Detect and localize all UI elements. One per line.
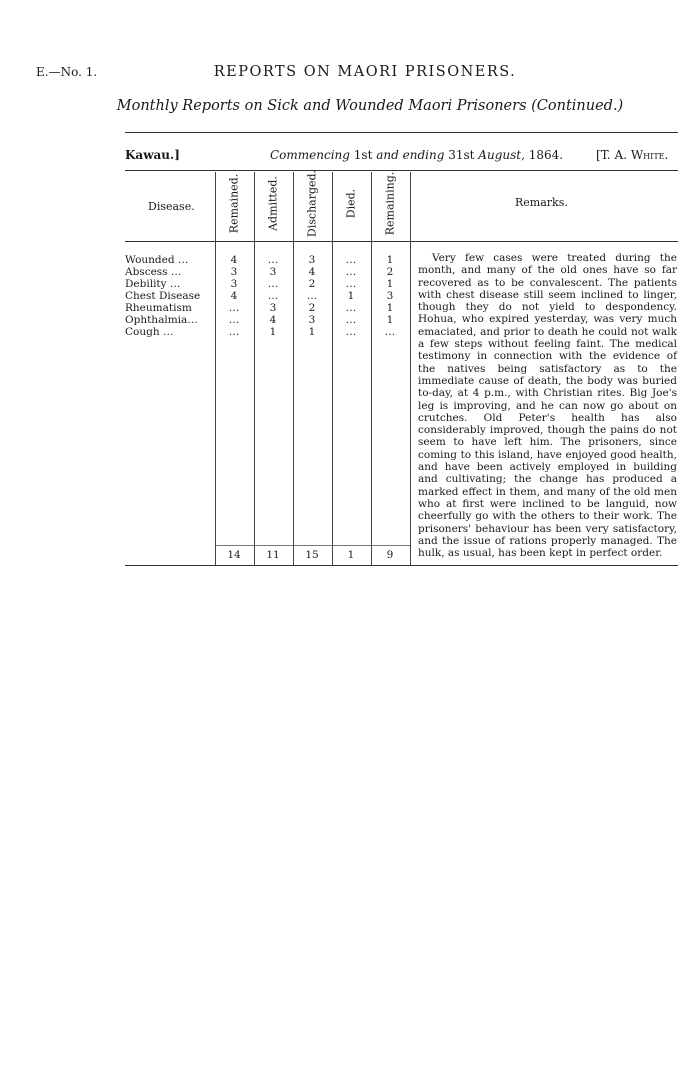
total-discharged: 15 [305,549,319,561]
period-middle: and ending [376,148,445,162]
discharged-value: 2 [308,278,316,290]
admitted-value: … [267,254,279,266]
table-row [125,302,415,314]
admitted-value: 3 [269,266,277,278]
report-period [270,148,563,162]
died-value: … [345,302,357,314]
table-row [125,254,415,266]
period-prefix: Commencing [270,148,350,162]
report-place: Kawau.] [125,148,180,162]
top-rule [125,132,678,133]
remarks-text [418,252,677,559]
died-value: … [345,266,357,278]
remained-value: … [228,314,240,326]
discharged-value: 3 [308,254,316,266]
document-code: E.—No. 1. [36,65,98,79]
header-remarks: Remarks. [515,196,568,209]
remaining-value: 1 [386,254,394,266]
disease-name: Abscess … [125,266,182,278]
table-bottom-rule [125,565,678,566]
discharged-value: 2 [308,302,316,314]
column-divider [215,172,216,565]
remained-value: 3 [230,266,238,278]
total-admitted: 11 [266,549,280,561]
admitted-value: … [267,290,279,302]
period-year: 1864. [528,148,564,162]
period-end: 31st [448,148,475,162]
died-value: … [345,326,357,338]
admitted-value: 3 [269,302,277,314]
totals-rule [215,545,410,546]
header-remained: Remained. [227,173,241,234]
remaining-value: … [384,326,396,338]
disease-name: Chest Disease [125,290,201,302]
table-header-rule [125,241,678,242]
disease-name: Cough … [125,326,174,338]
header-disease: Disease. [148,200,195,213]
admitted-value: … [267,278,279,290]
discharged-value: 4 [308,266,316,278]
total-remaining: 9 [386,549,394,561]
total-remained: 14 [227,549,241,561]
header-died: Died. [344,188,358,219]
table-row [125,326,415,338]
admitted-value: 1 [269,326,277,338]
remaining-value: 1 [386,314,394,326]
died-value: … [345,314,357,326]
header-admitted: Admitted. [266,176,280,231]
period-month: August, [478,148,525,162]
discharged-value: … [306,290,318,302]
header-discharged: Discharged. [305,169,319,238]
died-value: … [345,254,357,266]
column-divider [332,172,333,565]
remained-value: 4 [230,254,238,266]
table-row [125,290,415,302]
disease-name: Debility … [125,278,181,290]
disease-name: Ophthalmia… [125,314,198,326]
remaining-value: 2 [386,266,394,278]
period-start: 1st [353,148,373,162]
column-divider [371,172,372,565]
remaining-value: 1 [386,302,394,314]
report-officer: [T. A. White. [596,148,669,162]
table-row [125,278,415,290]
table-row [125,266,415,278]
header-remaining: Remaining. [383,171,397,236]
remarks-paragraph: Very few cases were treated during the month, and many of the old ones have so far recovered as to be convalescent. The patients with chest disease still seem inclined to linger, though they do not yield to despondency. Hohua, who expired yesterday, was very much emaciated, and prior to death he could not walk a few steps without feeling faint. The medical testimony in connection with the evidence of the natives being satisfactory as to the immediate cause of death, the body was buried to-day, at 4 p.m., with Christian rites. Big Joe's leg is improving, and he can now go about on crutches. Old Peter's health has also considerably improved, though the pains do not seem to have left him. The prisoners, since coming to this island, have enjoyed good health, and have been actively employed in building and cultivating; the change has produced a marked effect in them, and many of the old men who at first were inclined to be languid, now cheerfully go with the others to their work. The prisoners' behaviour has been very satisfactory, and the issue of rations properly managed. The hulk, as usual, has been kept in perfect order. [418,252,677,560]
discharged-value: 1 [308,326,316,338]
remaining-value: 3 [386,290,394,302]
admitted-value: 4 [269,314,277,326]
column-divider [293,172,294,565]
disease-name: Wounded … [125,254,189,266]
remained-value: … [228,326,240,338]
table-top-rule [125,170,678,171]
column-divider [254,172,255,565]
discharged-value: 3 [308,314,316,326]
died-value: 1 [347,290,355,302]
remaining-value: 1 [386,278,394,290]
disease-name: Rheumatism [125,302,192,314]
page-subtitle: Monthly Reports on Sick and Wounded Maori Prisoners (Continued.) [116,98,624,114]
died-value: … [345,278,357,290]
page-title: REPORTS ON MAORI PRISONERS. [213,64,517,80]
table-row [125,314,415,326]
remained-value: 3 [230,278,238,290]
column-divider [410,172,411,565]
total-died: 1 [347,549,355,561]
remained-value: 4 [230,290,238,302]
remained-value: … [228,302,240,314]
